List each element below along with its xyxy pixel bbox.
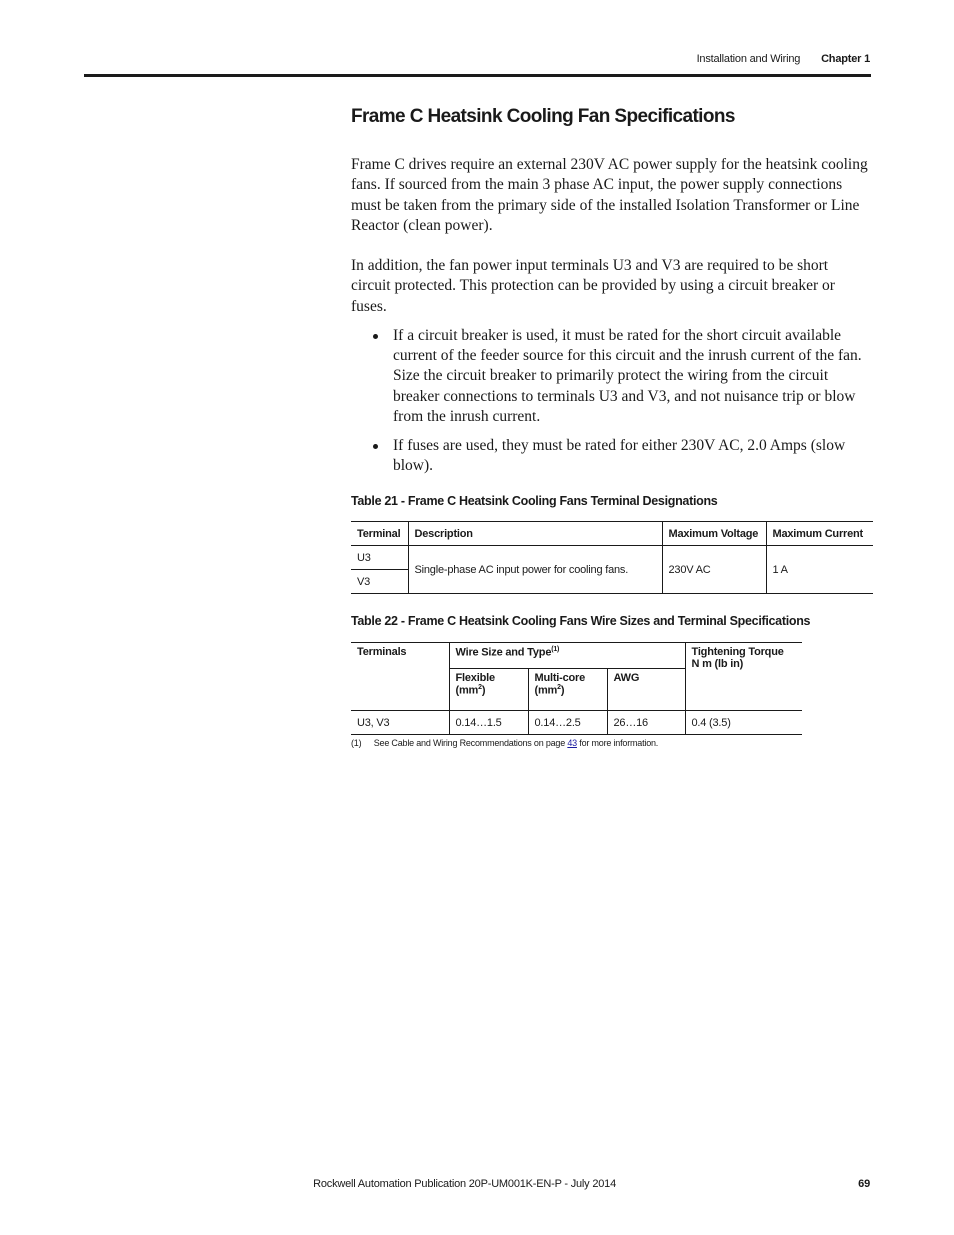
- running-header: [697, 53, 870, 65]
- table21-header-max-current: Maximum Current: [766, 522, 873, 546]
- flexible-label: Flexible: [455, 672, 495, 684]
- table22-cell-torque: 0.4 (3.5): [685, 711, 802, 735]
- table21-header-max-voltage: Maximum Voltage: [662, 522, 766, 546]
- table-row: [351, 546, 873, 570]
- wire-size-label: Wire Size and Type: [455, 646, 552, 659]
- bullet-text: If fuses are used, they must be rated for either 230V AC, 2.0 Amps (slow blow).: [393, 437, 846, 475]
- table22-header-terminals: Terminals: [351, 643, 449, 711]
- table22-header-row: [351, 643, 802, 669]
- flexible-units: $(mm^2)$: [455, 684, 486, 697]
- header-section: Installation and Wiring: [696, 53, 801, 65]
- table21-terminal-u3: U3: [351, 546, 408, 570]
- bullet-text: If a circuit breaker is used, it must be rated for the short circuit available current of the feeder source for this circuit and the inrush current of the fan. Size the circuit breaker to primarily protect the wiring from the circuit breaker connections to terminals U3 and V3, and not nuisance trip or blow from the inrush current.: [393, 327, 862, 425]
- multicore-units: $(mm^2)$: [534, 684, 565, 697]
- torque-units: N m (lb in): [691, 658, 744, 670]
- table21-header-terminal: Terminal: [357, 527, 401, 540]
- torque-label: Tightening Torque: [691, 646, 784, 658]
- table22-header-awg: AWG: [607, 669, 685, 711]
- table-row: [351, 711, 802, 735]
- bullet-icon: [373, 334, 378, 339]
- table22-cell-awg: 26…16: [607, 711, 685, 735]
- section-title: Frame C Heatsink Cooling Fan Specifications: [351, 106, 735, 127]
- table22-cell-terminals: U3, V3: [351, 711, 449, 735]
- footnote-number: (1): [351, 738, 362, 748]
- table21-max-voltage: 230V AC: [662, 546, 766, 594]
- table22: [351, 642, 802, 735]
- table22-header-torque: [685, 643, 802, 711]
- table21-header-description: Description: [408, 522, 662, 546]
- table22-header-flexible: [449, 669, 528, 711]
- multicore-label: Multi-core: [534, 672, 586, 684]
- list-item: [351, 436, 871, 476]
- paragraph-protection: In addition, the fan power input terminals U3 and V3 are required to be short circuit protected. This protection can be provided by using a circuit breaker or fuses.: [351, 257, 835, 315]
- table21-caption: Table 21 - Frame C Heatsink Cooling Fans Terminal Designations: [351, 494, 718, 508]
- table21-description: Single-phase AC input power for cooling fans.: [408, 546, 662, 594]
- bullet-icon: [373, 444, 378, 449]
- table22-header-wire-size: [449, 643, 685, 669]
- footnote-text-before: See Cable and Wiring Recommendations on page: [373, 738, 568, 748]
- table21-terminal-v3: V3: [357, 575, 371, 588]
- footer-publication: Rockwell Automation Publication 20P-UM001K-EN-P - July 2014: [313, 1178, 616, 1190]
- table22-cell-flexible: 0.14…1.5: [449, 711, 528, 735]
- paragraph-power-supply: Frame C drives require an external 230V AC power supply for the heatsink cooling fans. If sourced from the main 3 phase AC input, the power supply connections must be taken from the primary side of the installed Isolation Transformer or Line Reactor (clean power).: [351, 156, 868, 235]
- table22-header-multicore: [528, 669, 607, 711]
- header-chapter: Chapter 1: [821, 53, 870, 65]
- protection-list: [351, 326, 871, 485]
- table22-cell-multicore: 0.14…2.5: [528, 711, 607, 735]
- footnote-page-link[interactable]: 43: [567, 738, 577, 748]
- table22-footnote: [351, 738, 658, 748]
- table22-caption: Table 22 - Frame C Heatsink Cooling Fans Wire Sizes and Terminal Specifications: [351, 614, 811, 628]
- table21-max-current: 1 A: [766, 546, 873, 594]
- footnote-text-after: for more information.: [576, 738, 659, 748]
- table21: [351, 521, 873, 594]
- list-item: [351, 326, 871, 427]
- footnote-ref: (1): [551, 646, 560, 653]
- page-number: 69: [858, 1178, 870, 1190]
- header-rule: [84, 74, 871, 77]
